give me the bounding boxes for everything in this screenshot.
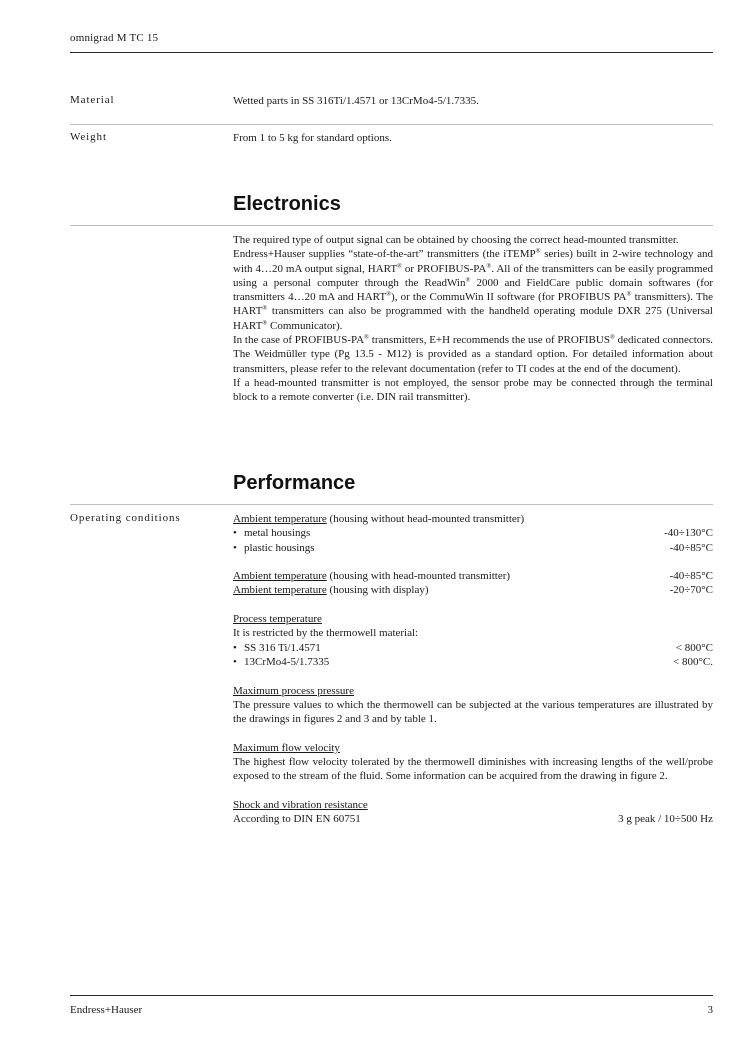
operating-conditions-body	[233, 512, 713, 827]
spec-label-weight: Weight	[70, 131, 107, 143]
running-header: omnigrad M TC 15	[70, 32, 159, 44]
electronics-paragraph: The required type of output signal can be obtained by choosing the correct head-mounted transmitter.	[233, 234, 679, 246]
electronics-paragraph: In the case of PROFIBUS-PA® transmitters, E+H recommends the use of PROFIBUS® dedicated connectors. The Weidmüller type (Pg 13.5 - M12) is provided as a standard option. For detailed information about transmitters, please refer to the relevant documentation (refer to TI codes at the end of the document).	[233, 333, 713, 375]
divider	[70, 225, 713, 226]
electronics-body	[233, 233, 713, 405]
shock-heading: Shock and vibration resistance	[233, 798, 368, 811]
pressure-text: The pressure values to which the thermowell can be subjected at the various temperatures are illustrated by the drawings in figures 2 and 3 and by table 1.	[233, 698, 713, 726]
ambient-temp-row: Ambient temperature (housing with display) -20÷70°C	[233, 584, 713, 597]
page-number: 3	[707, 1004, 713, 1016]
spec-value-material: Wetted parts in SS 316Ti/1.4571 or 13CrMo4-5/1.7335.	[233, 95, 479, 107]
pressure-heading: Maximum process pressure	[233, 684, 354, 697]
ambient-temp-row: Ambient temperature (housing with head-mounted transmitter) -40÷85°C	[233, 570, 713, 583]
flow-heading: Maximum flow velocity	[233, 741, 340, 754]
process-temp-text: It is restricted by the thermowell material:	[233, 627, 419, 640]
list-item: • 13CrMo4-5/1.7335 < 800°C.	[233, 655, 713, 669]
spec-value-weight: From 1 to 5 kg for standard options.	[233, 132, 392, 144]
list-item: • plastic housings -40÷85°C	[233, 541, 713, 555]
section-title-performance: Performance	[233, 472, 356, 494]
list-item: • metal housings -40÷130°C	[233, 526, 713, 540]
flow-text: The highest flow velocity tolerated by the thermowell diminishes with increasing lengths of the well/probe exposed to the stream of the fluid. Some information can be acquired from the drawing in figure 2.	[233, 756, 713, 783]
spec-label-operating-conditions: Operating conditions	[70, 512, 181, 524]
electronics-paragraph: Endress+Hauser supplies “state-of-the-art” transmitters (the iTEMP® series) built in 2-wire technology and with 4…20 mA output signal, HART® or PROFIBUS-PA®. All of the transmitters can be easily programmed using a personal computer through the ReadWin® 2000 and FieldCare public domain softwares (for transmitters 4…20 mA and HART®), or the CommuWin II software (for PROFIBUS PA® transmitters). The HART® transmitters can also be programmed with the handheld operating module DXR 275 (Universal HART® Communicator).	[233, 247, 714, 332]
section-title-electronics: Electronics	[233, 193, 341, 215]
divider	[70, 124, 713, 125]
footer-rule	[70, 995, 713, 996]
divider	[70, 504, 713, 505]
footer-company: Endress+Hauser	[70, 1004, 143, 1016]
shock-row: According to DIN EN 60751 3 g peak / 10÷500 Hz	[233, 813, 713, 826]
process-temp-heading: Process temperature	[233, 613, 322, 626]
electronics-paragraph: If a head-mounted transmitter is not employed, the sensor probe may be connected through the terminal block to a remote converter (i.e. DIN rail transmitter).	[233, 376, 713, 404]
ambient-temp-heading: Ambient temperature (housing without head-mounted transmitter)	[233, 513, 525, 525]
list-item: • SS 316 Ti/1.4571 < 800°C	[233, 641, 713, 655]
header-rule	[70, 52, 713, 53]
spec-label-material: Material	[70, 94, 115, 106]
